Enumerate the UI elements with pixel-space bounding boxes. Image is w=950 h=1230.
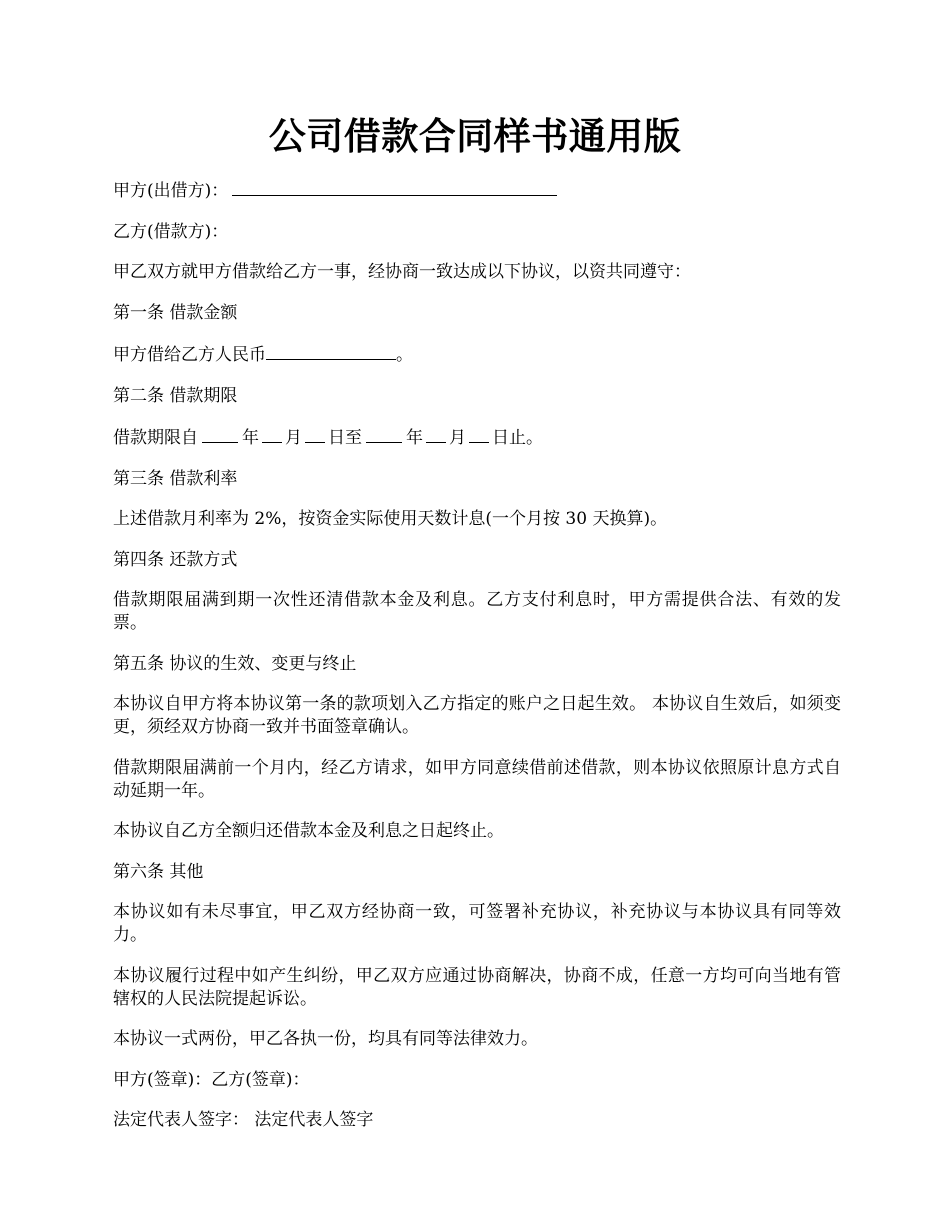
document-title: 公司借款合同样书通用版: [268, 114, 682, 158]
article-2-prefix: 借款期限自: [113, 428, 198, 448]
article-1-heading: 第一条 借款金额: [113, 302, 238, 323]
start-year-blank: [202, 425, 238, 443]
article-6-paragraph-1: 本协议如有未尽事宜，甲乙双方经协商一致，可签署补充协议，补充协议与本协议具有同等效力。: [113, 902, 841, 945]
article-5-paragraph-2: 借款期限届满前一个月内，经乙方请求，如甲方同意续借前述借款，则本协议依照原计息方式自动延期一年。: [113, 757, 841, 801]
start-day-blank: [305, 425, 325, 443]
end-day-label: 日止。: [492, 428, 543, 448]
intro-paragraph: 甲乙双方就甲方借款给乙方一事，经协商一致达成以下协议，以资共同遵守：: [113, 262, 691, 282]
article-1-text: [113, 342, 841, 367]
representative-signature-line: 法定代表人签字： 法定代表人签字: [113, 1110, 374, 1130]
article-4-text: 借款期限届满到期一次性还清借款本金及利息。乙方支付利息时，甲方需提供合法、有效的发票。: [113, 590, 841, 633]
end-year-label: 年: [406, 428, 423, 448]
signature-line: 甲方(签章)：乙方(签章)：: [113, 1069, 310, 1090]
article-3-text: 上述借款月利率为 2%，按资金实际使用天数计息(一个月按 30 天换算)。: [113, 509, 668, 529]
end-month-label: 月: [449, 428, 466, 448]
end-month-blank: [426, 425, 446, 443]
party-a-label: 甲方(出借方)：: [113, 181, 229, 201]
article-5-paragraph-3: 本协议自乙方全额归还借款本金及利息之日起终止。: [113, 821, 504, 841]
end-day-blank: [469, 425, 489, 443]
amount-blank: [266, 342, 396, 360]
article-3-heading: 第三条 借款利率: [113, 468, 238, 489]
start-month-blank: [262, 425, 282, 443]
party-a-line: [113, 178, 841, 203]
article-1-prefix: 甲方借给乙方人民币: [113, 345, 266, 365]
article-6-paragraph-2: 本协议履行过程中如产生纠纷，甲乙双方应通过协商解决，协商不成，任意一方均可向当地有管辖权的人民法院提起诉讼。: [113, 965, 841, 1009]
party-a-blank: [232, 178, 557, 196]
article-6-paragraph-3: 本协议一式两份，甲乙各执一份，均具有同等法律效力。: [113, 1029, 538, 1049]
article-6-heading: 第六条 其他: [113, 861, 204, 882]
end-year-blank: [366, 425, 402, 443]
article-1-suffix: 。: [396, 345, 413, 365]
start-month-label: 月: [285, 428, 302, 448]
article-2-heading: 第二条 借款期限: [113, 385, 238, 406]
start-day-label: 日至: [328, 428, 362, 448]
article-5-paragraph-1: 本协议自甲方将本协议第一条的款项划入乙方指定的账户之日起生效。 本协议自生效后，如须变更，须经双方协商一致并书面签章确认。: [113, 694, 841, 737]
start-year-label: 年: [242, 428, 259, 448]
article-5-heading: 第五条 协议的生效、变更与终止: [113, 653, 357, 674]
article-2-text: [113, 425, 841, 450]
article-4-heading: 第四条 还款方式: [113, 549, 238, 570]
document-body: [113, 178, 841, 1150]
party-b-line: 乙方(借款方)：: [113, 221, 229, 242]
